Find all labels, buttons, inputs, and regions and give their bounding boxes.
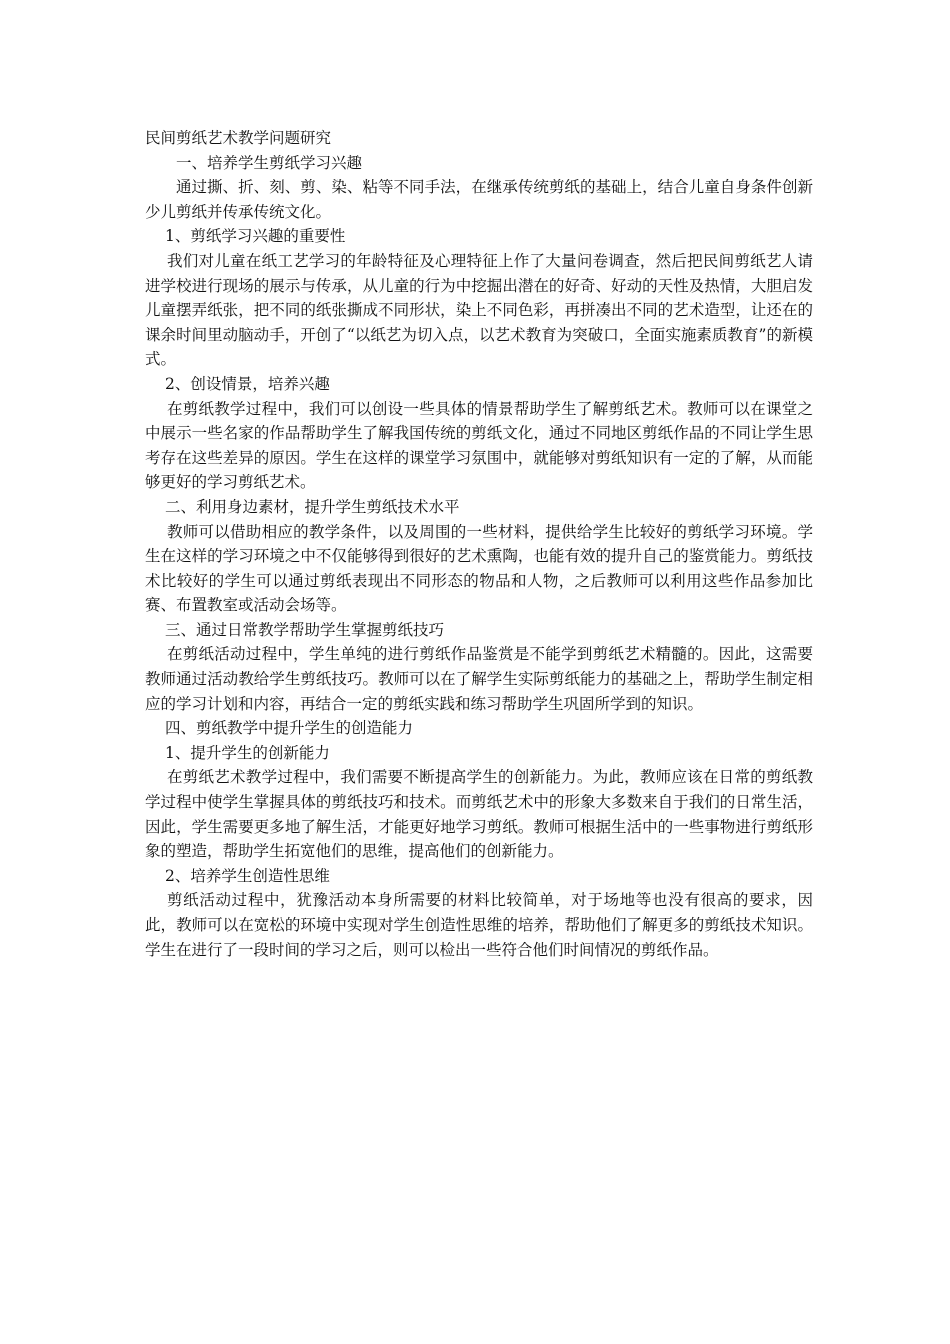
subsection-heading: 2、创设情景，培养兴趣: [165, 374, 330, 393]
paragraph: 教师可以借助相应的教学条件，以及周围的一些材料，提供给学生比较好的剪纸学习环境。学生在这样的学习环境之中不仅能够得到很好的艺术熏陶，也能有效的提升自己的鉴赏能力。剪纸技术比较好的学生可以通过剪纸表现出不同形态的物品和人物，之后教师可以利用这些作品参加比赛、布置教室或活动会场等。: [145, 522, 813, 615]
subsection-heading: 1、提升学生的创新能力: [165, 743, 330, 762]
section-heading: 四、剪纸教学中提升学生的创造能力: [165, 719, 414, 738]
document-title: 民间剪纸艺术教学问题研究: [145, 129, 332, 147]
paragraph: 在剪纸教学过程中，我们可以创设一些具体的情景帮助学生了解剪纸艺术。教师可以在课堂之中展示一些名家的作品帮助学生了解我国传统的剪纸文化，通过不同地区剪纸作品的不同让学生思考存在这些差异的原因。学生在这样的课堂学习氛围中，就能够对剪纸知识有一定的了解，从而能够更好的学习剪纸艺术。: [145, 399, 813, 492]
paragraph: 我们对儿童在纸工艺学习的年龄特征及心理特征上作了大量问卷调查，然后把民间剪纸艺人请进学校进行现场的展示与传承，从儿童的行为中挖掘出潜在的好奇、好动的天性及热情，大胆启发儿童摆弄纸张，把不同的纸张撕成不同形状，染上不同色彩，再拼凑出不同的艺术造型，让还在的课余时间里动脑动手，开创了“以纸艺为切入点，以艺术教育为突破口，全面实施素质教育”的新模式。: [145, 251, 813, 369]
paragraph: 在剪纸活动过程中，学生单纯的进行剪纸作品鉴赏是不能学到剪纸艺术精髓的。因此，这需要教师通过活动教给学生剪纸技巧。教师可以在了解学生实际剪纸能力的基础之上，帮助学生制定相应的学习计划和内容，再结合一定的剪纸实践和练习帮助学生巩固所学到的知识。: [145, 645, 813, 713]
paragraph: 剪纸活动过程中，犹豫活动本身所需要的材料比较简单，对于场地等也没有很高的要求，因此，教师可以在宽松的环境中实现对学生创造性思维的培养，帮助他们了解更多的剪纸技术知识。学生在进行了一段时间的学习之后，则可以检出一些符合他们时间情况的剪纸作品。: [145, 891, 813, 959]
paragraph: 通过撕、折、刻、剪、染、粘等不同手法，在继承传统剪纸的基础上，结合儿童自身条件创新少儿剪纸并传承传统文化。: [145, 178, 813, 221]
section-heading: 三、通过日常教学帮助学生掌握剪纸技巧: [165, 620, 445, 639]
subsection-heading: 1、剪纸学习兴趣的重要性: [165, 227, 346, 246]
document-body: [145, 126, 813, 962]
paragraph: 在剪纸艺术教学过程中，我们需要不断提高学生的创新能力。为此，教师应该在日常的剪纸教学过程中使学生掌握具体的剪纸技巧和技术。而剪纸艺术中的形象大多数来自于我们的日常生活，因此，学生需要更多地了解生活，才能更好地学习剪纸。教师可根据生活中的一些事物进行剪纸形象的塑造，帮助学生拓宽他们的思维，提高他们的创新能力。: [145, 768, 813, 861]
section-heading: 一、培养学生剪纸学习兴趣: [176, 153, 363, 172]
section-heading: 二、利用身边素材，提升学生剪纸技术水平: [165, 497, 460, 516]
subsection-heading: 2、培养学生创造性思维: [165, 866, 330, 885]
